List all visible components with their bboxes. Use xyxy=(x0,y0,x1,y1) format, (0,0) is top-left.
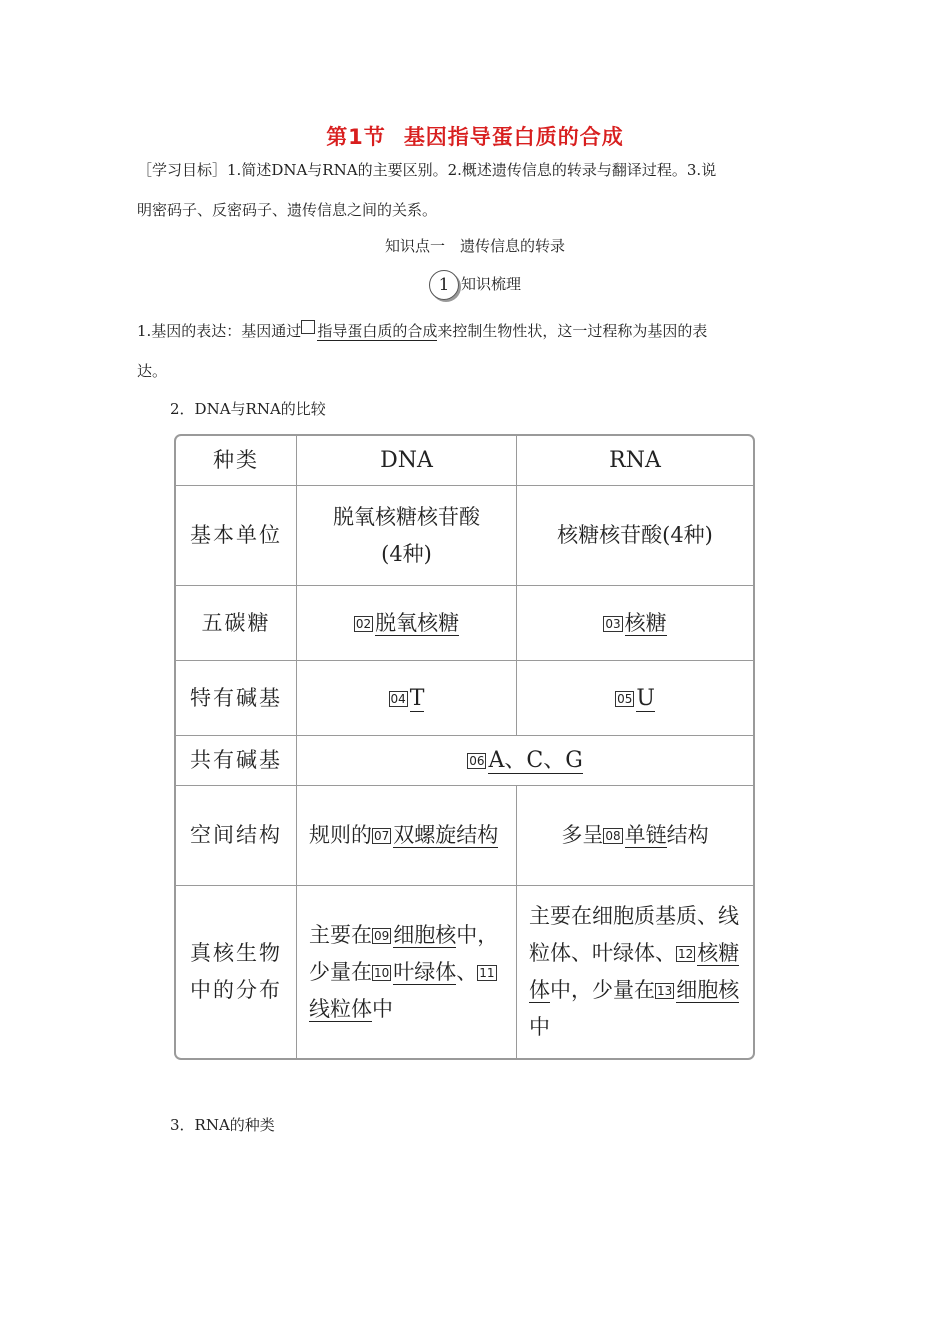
table-row xyxy=(176,661,753,736)
row-label: 空间结构 xyxy=(176,786,297,886)
circle-number-icon: 1 xyxy=(429,270,459,300)
blank-number-box: 02 xyxy=(355,616,372,631)
dna-cell xyxy=(297,661,517,736)
dna-cell xyxy=(297,586,517,661)
row-label: 真核生物中的分布 xyxy=(176,886,297,1058)
row-label: 五碳糖 xyxy=(176,586,297,661)
header-dna: DNA xyxy=(297,436,517,486)
blank-box-icon xyxy=(301,320,315,334)
table-row xyxy=(176,786,753,886)
answer: 脱氧核糖 xyxy=(375,610,460,635)
item1-prefix: 1.基因的表达：基因通过 xyxy=(137,322,302,340)
table-row xyxy=(176,886,753,1058)
rna-cell xyxy=(517,661,753,736)
dna-cell: 脱氧核糖核苷酸(4种) xyxy=(297,486,517,586)
blank-number-box: 07 xyxy=(374,829,390,843)
answer: 双螺旋结构 xyxy=(393,823,499,847)
blank-number-box: 06 xyxy=(469,754,485,768)
item1-suffix: 来控制生物性状，这一过程称为基因的表 xyxy=(437,322,708,340)
dna-cell xyxy=(297,886,517,1058)
dna-cell xyxy=(297,786,517,886)
rna-cell xyxy=(517,786,753,886)
dna-rna-comparison-table xyxy=(174,434,755,1060)
item-2: 2．DNA与RNA的比较 xyxy=(170,400,326,418)
rna-cell: 核糖核苷酸(4种) xyxy=(517,486,753,586)
answer: 核糖体 xyxy=(529,941,740,1002)
answer: T xyxy=(409,685,425,711)
answer: 单链 xyxy=(624,823,667,847)
blank-number-box: 09 xyxy=(374,928,390,943)
text: 主要在 xyxy=(309,922,372,947)
answer: 叶绿体 xyxy=(393,959,457,984)
blank-number-box: 05 xyxy=(617,691,633,706)
header-rna: RNA xyxy=(517,436,753,486)
blank-number-box: 04 xyxy=(390,691,406,706)
objectives-label: ［学习目标］ xyxy=(137,161,228,179)
text: 规则的 xyxy=(309,823,372,847)
blank-number-box: 13 xyxy=(657,984,673,998)
text: 中 xyxy=(529,1015,550,1039)
learning-objectives xyxy=(137,150,817,230)
rna-cell xyxy=(517,886,753,1058)
row-label: 共有碱基 xyxy=(176,736,297,786)
section-badge-label: 知识梳理 xyxy=(460,275,521,293)
header-kind: 种类 xyxy=(176,436,297,486)
objectives-line1: 1.简述DNA与RNA的主要区别。2.概述遗传信息的转录与翻译过程。3.说 xyxy=(227,161,717,179)
objectives-line2: 明密码子、反密码子、遗传信息之间的关系。 xyxy=(137,201,438,219)
section-badge xyxy=(0,270,950,300)
rna-cell xyxy=(517,586,753,661)
table-row xyxy=(176,486,753,586)
answer: 细胞核 xyxy=(676,978,740,1002)
item1-blank: 指导蛋白质的合成 xyxy=(317,322,438,340)
row-label: 特有碱基 xyxy=(176,661,297,736)
item-3: 3．RNA的种类 xyxy=(170,1116,275,1134)
text: 、 xyxy=(456,959,478,984)
blank-number-box: 11 xyxy=(479,965,495,980)
answer: 细胞核 xyxy=(393,922,457,947)
text: 中，少量在 xyxy=(550,978,655,1002)
table-header-row xyxy=(176,436,753,486)
blank-number-box: 03 xyxy=(605,616,621,631)
answer: A、C、G xyxy=(488,748,583,773)
item1-line2: 达。 xyxy=(137,362,168,380)
answer: 线粒体 xyxy=(309,996,372,1021)
text: 多呈 xyxy=(561,823,604,847)
text: 中，少量在 xyxy=(309,922,499,984)
text: 结构 xyxy=(666,823,709,847)
text: 主要在细胞质基质、线粒体、叶绿体、 xyxy=(529,904,739,965)
page-title xyxy=(0,121,950,151)
table-row xyxy=(176,586,753,661)
shared-cell xyxy=(297,736,753,786)
table-row xyxy=(176,736,753,786)
text: 中 xyxy=(372,996,393,1021)
answer: 核糖 xyxy=(624,610,667,635)
knowledge-point-heading: 知识点一 遗传信息的转录 xyxy=(384,237,565,255)
blank-number-box: 10 xyxy=(374,965,390,980)
section-name: 基因指导蛋白质的合成 xyxy=(403,125,624,149)
answer: U xyxy=(636,685,655,711)
section-number: 第1节 xyxy=(326,125,386,149)
blank-number-box: 08 xyxy=(605,829,621,843)
row-label: 基本单位 xyxy=(176,486,297,586)
blank-number-box: 12 xyxy=(678,947,694,961)
item-1 xyxy=(137,311,817,391)
